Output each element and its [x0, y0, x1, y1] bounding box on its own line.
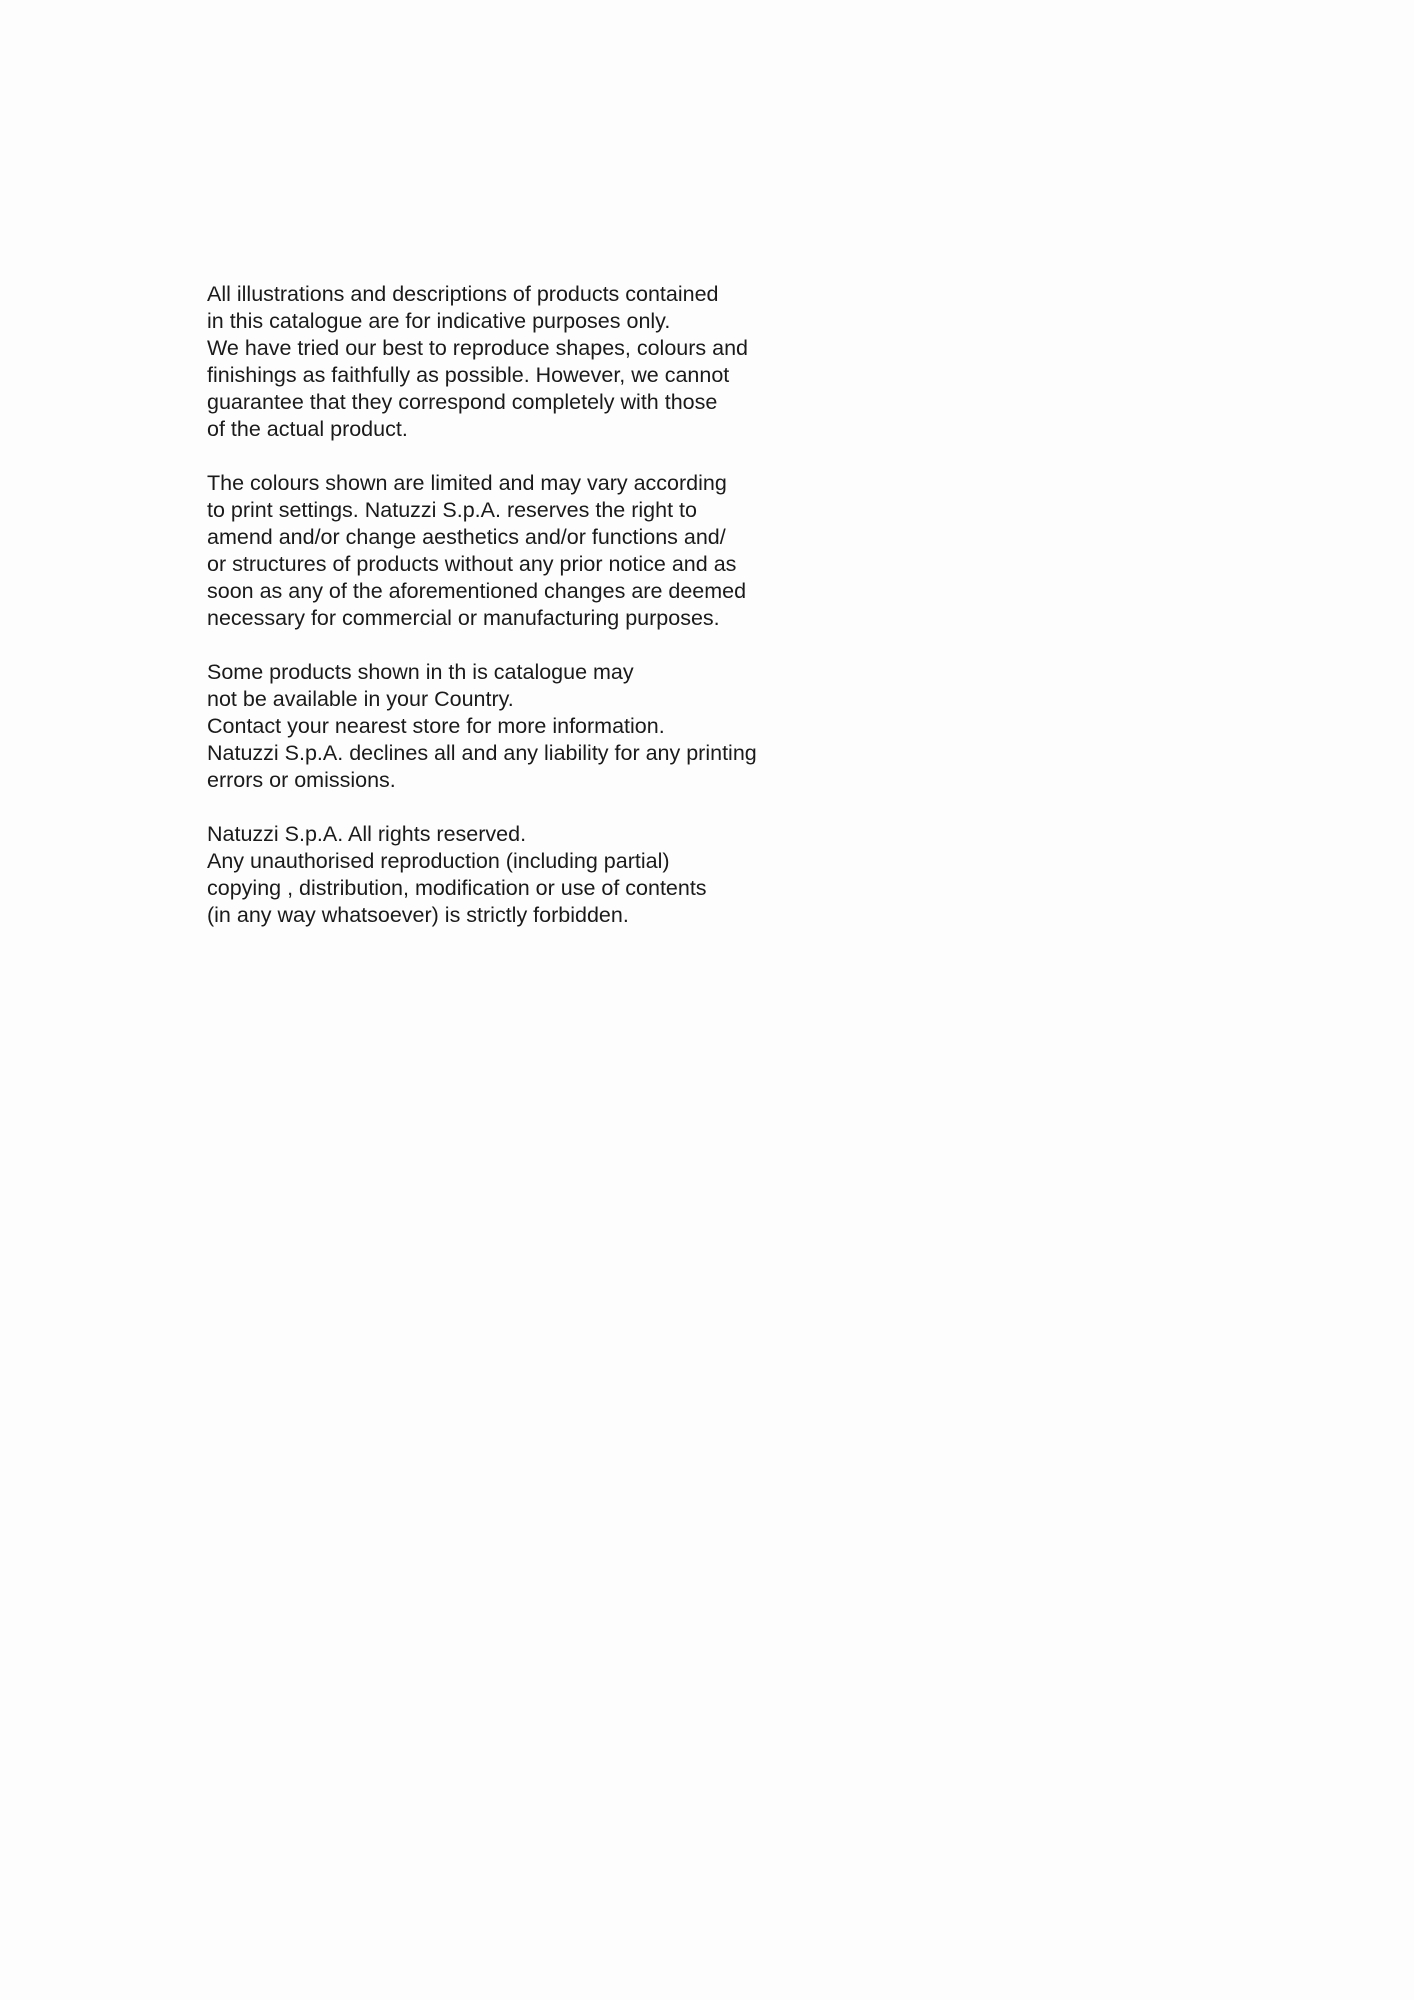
text-line: All illustrations and descriptions of products contained: [207, 282, 719, 306]
text-line: of the actual product.: [207, 417, 408, 441]
text-line: finishings as faithfully as possible. However, we cannot: [207, 363, 730, 387]
disclaimer-paragraph-colours: [207, 470, 827, 632]
text-line: Some products shown in th is catalogue may: [207, 660, 634, 684]
text-line: not be available in your Country.: [207, 687, 514, 711]
text-line: We have tried our best to reproduce shapes, colours and: [207, 336, 749, 360]
text-line: in this catalogue are for indicative purposes only.: [207, 309, 671, 333]
text-line: or structures of products without any prior notice and as: [207, 552, 737, 576]
disclaimer-paragraph-rights: [207, 821, 827, 929]
text-line: Natuzzi S.p.A. declines all and any liability for any printing: [207, 741, 757, 765]
text-line: (in any way whatsoever) is strictly forbidden.: [207, 903, 629, 927]
text-line: copying , distribution, modification or use of contents: [207, 876, 707, 900]
text-line: guarantee that they correspond completely with those: [207, 390, 718, 414]
legal-disclaimer: [207, 281, 827, 929]
text-line: Contact your nearest store for more information.: [207, 714, 665, 738]
text-line: soon as any of the aforementioned changes are deemed: [207, 579, 747, 603]
text-line: amend and/or change aesthetics and/or functions and/: [207, 525, 726, 549]
disclaimer-paragraph-illustrations: [207, 281, 827, 443]
text-line: necessary for commercial or manufacturing purposes.: [207, 606, 720, 630]
text-line: Natuzzi S.p.A. All rights reserved.: [207, 822, 527, 846]
text-line: errors or omissions.: [207, 768, 396, 792]
disclaimer-paragraph-availability: [207, 659, 827, 794]
text-line: to print settings. Natuzzi S.p.A. reserves the right to: [207, 498, 697, 522]
text-line: Any unauthorised reproduction (including partial): [207, 849, 670, 873]
text-line: The colours shown are limited and may vary according: [207, 471, 727, 495]
